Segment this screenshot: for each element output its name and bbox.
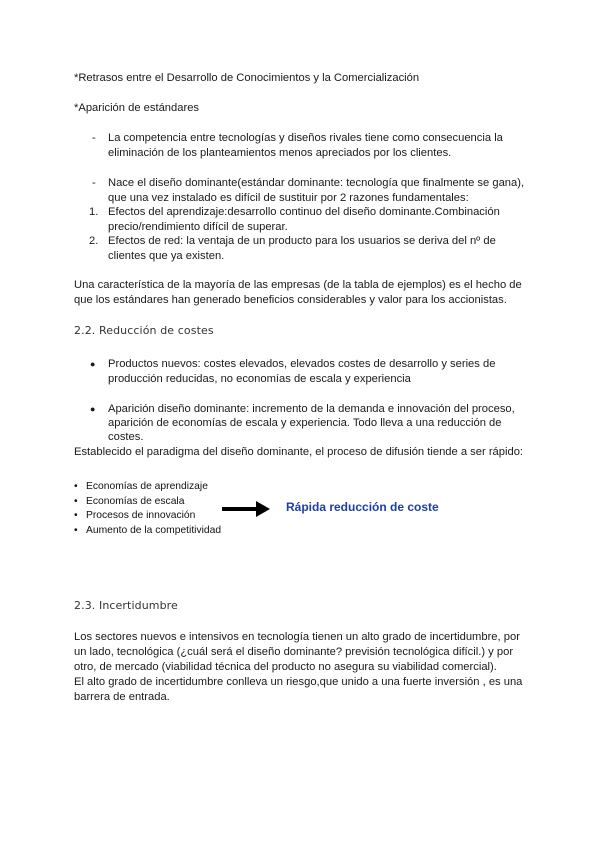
paragraph-line: El alto grado de incertidumbre conlleva un riesgo,que unido a una fuerte inversión , es una	[74, 676, 523, 688]
list-item-line: aparición de economías de escala y experiencia. Todo lleva a una reducción de	[108, 417, 502, 429]
paragraph-line: Una característica de la mayoría de las empresas (de la tabla de ejemplos) es el hecho de	[74, 279, 522, 291]
section-heading-2-2: 2.2. Reducción de costes	[74, 324, 214, 337]
figure-list-item: • Economías de escala	[74, 495, 185, 507]
list-item-line: La competencia entre tecnologías y diseños rivales tiene como consecuencia la	[108, 132, 503, 144]
section-heading-2-3: 2.3. Incertidumbre	[74, 599, 178, 612]
list-item-line: Efectos de red: la ventaja de un producto para los usuarios se deriva del nº de	[108, 235, 496, 247]
list-item-line: producción reducidas, no economías de escala y experiencia	[108, 373, 411, 385]
list-item-line: Productos nuevos: costes elevados, elevados costes de desarrollo y series de	[108, 358, 496, 370]
aparicion-heading: *Aparición de estándares	[74, 102, 200, 114]
list-item-line: costes.	[108, 431, 144, 443]
list-item-line: eliminación de los planteamientos menos apreciados por los clientes.	[108, 147, 452, 159]
list-item-line: Aparición diseño dominante: incremento de la demanda e innovación del proceso,	[108, 403, 515, 415]
figure-factor-list	[74, 480, 221, 538]
arrow-right-icon	[222, 501, 270, 517]
number-marker: 2.	[89, 235, 99, 247]
list-item-line: Efectos del aprendizaje:desarrollo continuo del diseño dominante.Combinación	[108, 206, 500, 218]
bullet-marker: ●	[90, 359, 96, 369]
paragraph-line: que los estándares han generado beneficios considerables y valor para los accionistas.	[74, 294, 507, 306]
cost-reduction-figure	[74, 476, 456, 542]
paragraph-line: un lado, tecnológica (¿cuál será el diseño dominante? previsión tecnológica difícil.) y por	[74, 646, 514, 658]
dash-marker: -	[92, 132, 96, 144]
list-item-line: clientes que ya existen.	[108, 250, 225, 262]
figure-list-item: • Aumento de la competitividad	[74, 524, 222, 536]
list-item-line: Nace el diseño dominante(estándar dominante: tecnología que finalmente se gana),	[108, 177, 525, 189]
list-item-line: precio/rendimiento difícil de superar.	[108, 221, 288, 233]
paragraph-line: Los sectores nuevos e intensivos en tecnología tienen un alto grado de incertidumbre, por	[74, 631, 520, 643]
bullet-marker: ●	[90, 404, 96, 414]
paragraph-line: otro, de mercado (viabilidad técnica del producto no asegura su viabilidad comercial).	[74, 661, 497, 673]
figure-list-item: • Economías de aprendizaje	[74, 481, 208, 492]
figure-list-item: • Procesos de innovación	[74, 510, 196, 522]
paragraph-line: barrera de entrada.	[74, 691, 170, 703]
number-marker: 1.	[89, 206, 99, 218]
list-item-line: que una vez instalado es difícil de sustituir por 2 razones fundamentales:	[108, 192, 469, 204]
dash-marker: -	[92, 177, 96, 189]
paragraph-line: Establecido el paradigma del diseño dominante, el proceso de difusión tiende a ser rápido:	[74, 446, 524, 458]
retrasos-heading: *Retrasos entre el Desarrollo de Conocimientos y la Comercialización	[74, 72, 420, 84]
figure-caption: Rápida reducción de coste	[286, 500, 439, 514]
